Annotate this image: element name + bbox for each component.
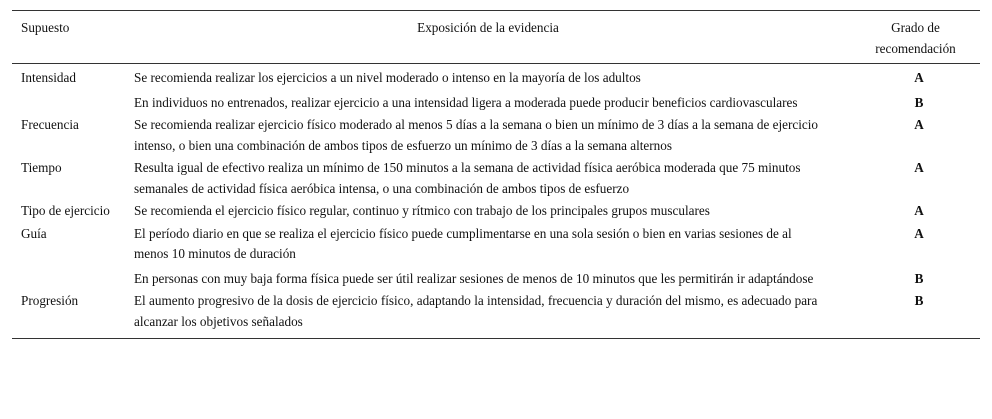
recommendations-table [12, 10, 980, 339]
row-evidencia: Se recomienda realizar los ejercicios a un nivel moderado o intenso en la mayoría de los adultos [134, 70, 641, 85]
header-row [12, 11, 980, 64]
row-grado: B [914, 94, 924, 110]
row-grado: B [914, 270, 924, 286]
table-row [12, 157, 980, 200]
header-grado-line1: Grado de [891, 20, 940, 35]
row-supuesto: Progresión [21, 293, 79, 308]
table-row [12, 266, 980, 291]
row-evidencia: En personas con muy baja forma física puede ser útil realizar sesiones de menos de 10 minutos que les permitirán ir adaptándose [134, 270, 814, 286]
row-grado: B [914, 293, 924, 308]
row-grado: A [914, 225, 924, 241]
row-supuesto: Frecuencia [21, 117, 79, 132]
table-row [12, 290, 980, 339]
table-row [12, 114, 980, 157]
table-row [12, 64, 980, 90]
table-row [12, 223, 980, 266]
row-supuesto [12, 266, 125, 291]
row-evidencia: En individuos no entrenados, realizar ejercicio a una intensidad ligera a moderada puede producir beneficios cardiovasculares [134, 94, 798, 110]
table-header [12, 11, 980, 64]
header-supuesto: Supuesto [21, 20, 70, 35]
row-evidencia: Resulta igual de efectivo realiza un mínimo de 150 minutos a la semana de actividad física aeróbica moderada que 75 minutos semanales de actividad física aeróbica intensa, o una combinación de ambos tipos de esfuerzo [134, 160, 801, 196]
row-supuesto [12, 90, 125, 115]
row-evidencia: Se recomienda realizar ejercicio físico moderado al menos 5 días a la semana o bien un mínimo de 3 días a la semana de ejercicio intenso, o bien una combinación de ambos tipos de esfuerzo un mínimo de 3 días a la semana alternos [134, 117, 819, 153]
header-exposicion: Exposición de la evidencia [417, 20, 559, 35]
row-evidencia: Se recomienda el ejercicio físico regular, continuo y rítmico con trabajo de los principales grupos musculares [134, 203, 710, 218]
table-row [12, 90, 980, 115]
row-evidencia: El aumento progresivo de la dosis de ejercicio físico, adaptando la intensidad, frecuencia y duración del mismo, es adecuado para alcanzar los objetivos señalados [134, 293, 818, 329]
table-row [12, 200, 980, 223]
row-grado: A [914, 70, 924, 85]
header-grado [851, 11, 980, 64]
table-body [12, 64, 980, 339]
row-supuesto: Guía [21, 225, 47, 241]
row-supuesto: Tipo de ejercicio [21, 203, 110, 218]
row-grado: A [914, 117, 924, 132]
header-grado-line2: recomendación [875, 40, 956, 56]
row-grado: A [914, 160, 924, 175]
row-supuesto: Intensidad [21, 70, 76, 85]
row-evidencia: El período diario en que se realiza el ejercicio físico puede cumplimentarse en una sola sesión o bien en varias sesiones de al menos 10 minutos de duración [134, 225, 792, 261]
recommendations-table-container [12, 10, 980, 339]
row-supuesto: Tiempo [21, 160, 62, 175]
row-grado: A [914, 203, 924, 218]
